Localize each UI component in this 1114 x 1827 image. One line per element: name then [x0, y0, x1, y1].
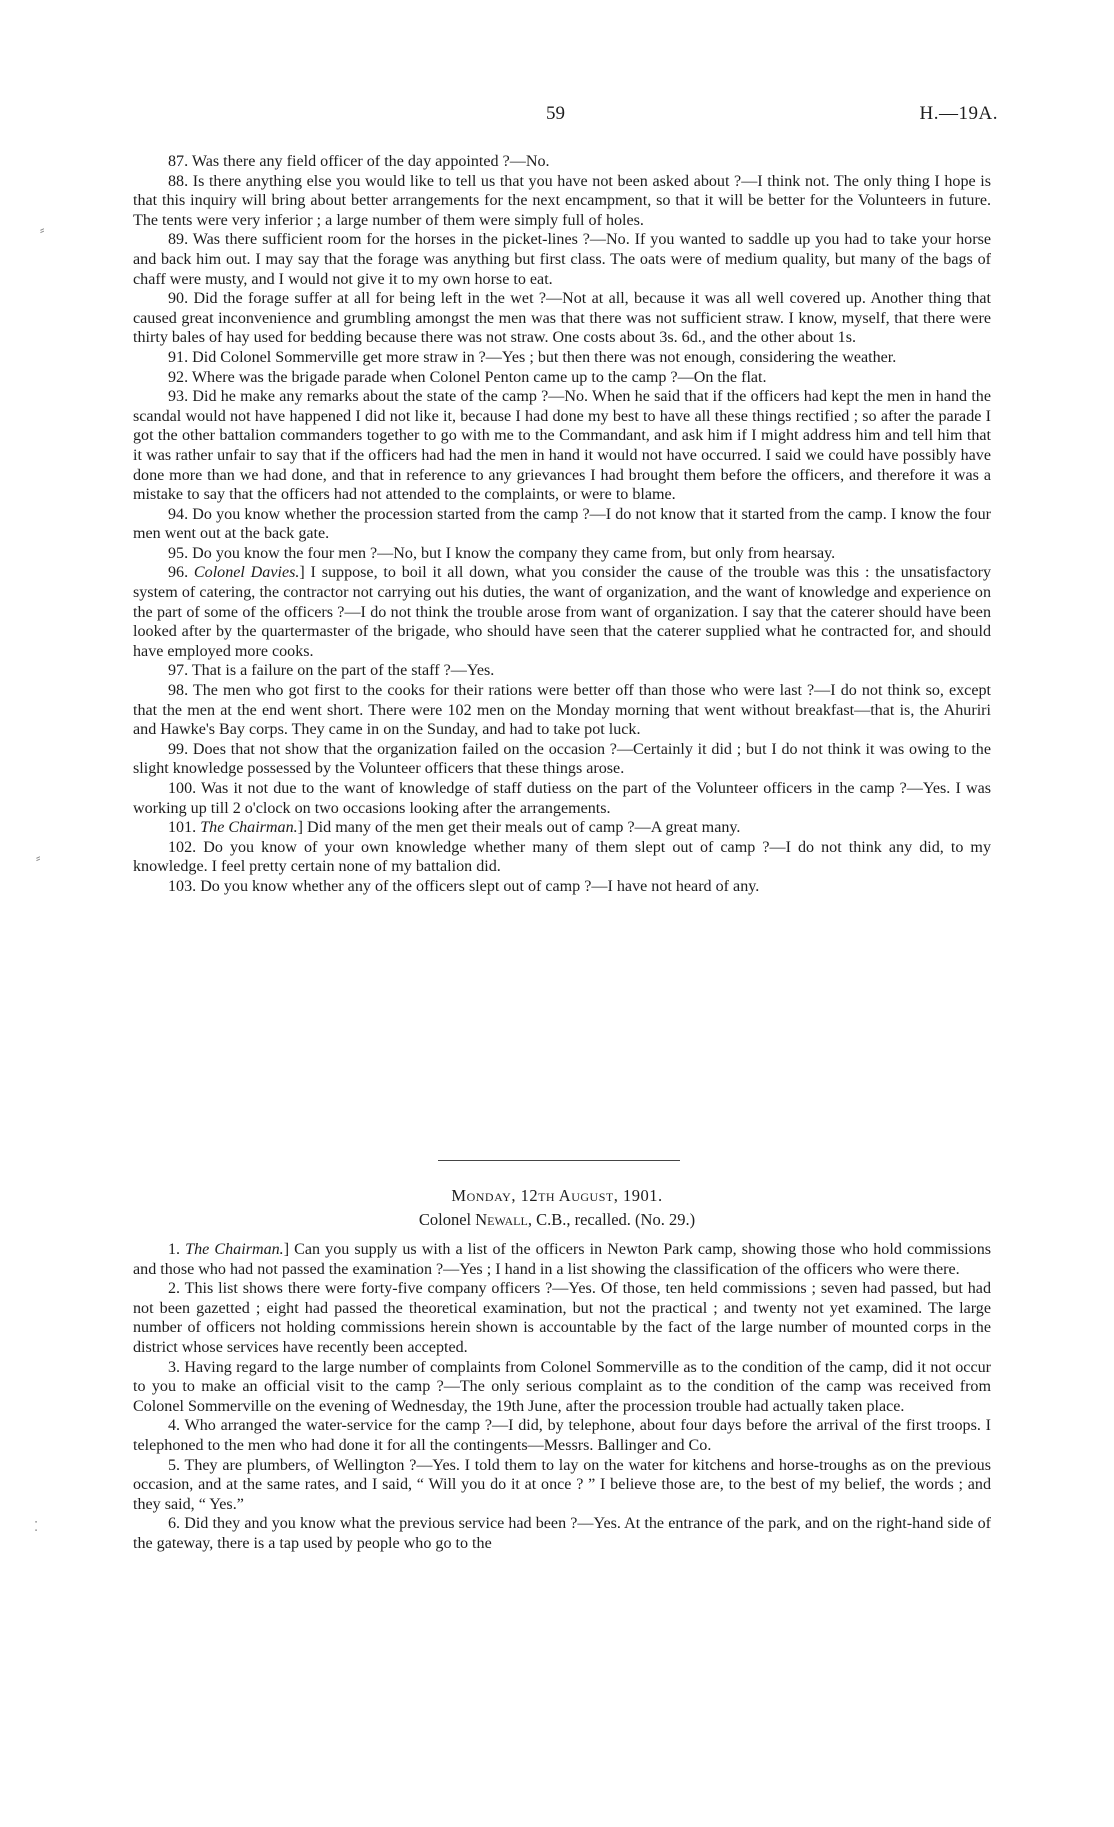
question-1 — [133, 1240, 991, 1279]
speaker-name: The Chairman. — [185, 1241, 284, 1258]
question-98: 98. The men who got first to the cooks for their rations were better off than those who were last ?—I do not think so, except that the men at the end went short. There were 102 men on the Monday morning that went without breakfast—that is, the Ahuriri and Hawke's Bay corps. They came in on the Sunday, and had to take pot luck. — [133, 682, 991, 739]
question-4: 4. Who arranged the water-service for the camp ?—I did, by telephone, about four days before the arrival of the first troops. I telephoned to the men who had done it for all the contingents—Messrs. Ballinger and Co. — [133, 1417, 991, 1454]
question-95: 95. Do you know the four men ?—No, but I know the company they came from, but only from hearsay. — [168, 544, 836, 562]
witness-heading: Colonel Newall, C.B., recalled. (No. 29.) — [418, 1210, 696, 1229]
witness-name: Newall — [475, 1210, 528, 1229]
question-2: 2. This list shows there were forty-five company officers ?—Yes. Of those, ten held commissions ; seven had passed, but had not been gazetted ; eight had passed the theoretical examination, but not the practical ; and twenty not yet examined. The large number of officers not holding commissions herein shown is accountable by the fact of the large number of mounted corps in the district whose services have recently been accepted. — [133, 1280, 991, 1356]
question-text: ] Did many of the men get their meals out of camp ?—A great many. — [297, 819, 741, 837]
question-99: 99. Does that not show that the organization failed on the occasion ?—Certainly it did ; but I do not think it was owing to the slight knowledge possessed by the Volunteer officers that these things arose. — [133, 740, 991, 778]
question-102: 102. Do you know of your own knowledge whether many of them slept out of camp ?—I do not think any did, to my knowledge. I feel pretty certain none of my battalion did. — [133, 838, 991, 876]
margin-mark: ⸗ — [36, 851, 41, 866]
page-header — [0, 103, 1114, 129]
question-94: 94. Do you know whether the procession started from the camp ?—I do not know that it started from the camp. I know the four men went out at the back gate. — [133, 505, 991, 543]
question-96 — [133, 563, 991, 661]
question-90: 90. Did the forage suffer at all for being left in the wet ?—Not at all, because it was all well covered up. Another thing that caused great inconvenience and grumbling amongst the men was that there was not sufficient straw. I know, myself, that there were thirty bales of hay used for bedding because there was not straw. One costs about 3s. 6d., and the other about 1s. — [133, 290, 991, 347]
page-number: 59 — [546, 103, 565, 124]
margin-mark: ⸗ — [40, 223, 45, 238]
testimony-block-first — [133, 152, 991, 897]
question-number: 1. — [168, 1241, 181, 1258]
speaker-name: Colonel Davies. — [193, 564, 300, 582]
question-text: ] Can you supply us with a list of the officers in Newton Park camp, showing those who hold commissions and those who had not passed the examination ?—Yes ; I hand in a list showing the classification of the officers who were there. — [133, 1241, 992, 1278]
question-100: 100. Was it not due to the want of knowledge of staff dutiess on the part of the Volunteer officers in the camp ?—Yes. I was working up till 2 o'clock on two occasions looking after the arrangements. — [133, 780, 991, 817]
section-divider — [438, 1160, 680, 1161]
question-87: 87. Was there any field officer of the day appointed ?—No. — [168, 153, 550, 170]
question-89: 89. Was there sufficient room for the horses in the picket-lines ?—No. If you wanted to saddle up you had to take your horse and back him out. I may say that the forage was anything but first class. The oats were of medium quality, but many of the bags of chaff were musty, and I would not give it to my own horse to eat. — [133, 231, 991, 288]
question-92: 92. Where was the brigade parade when Colonel Penton came up to the camp ?—On the flat. — [168, 368, 767, 386]
question-101 — [133, 818, 991, 838]
question-3: 3. Having regard to the large number of complaints from Colonel Sommerville as to the condition of the camp, did it not occur to you to make an official visit to the camp ?—The only serious complaint as to the condition of the camp was received from Colonel Sommerville on the evening of Wednesday, the 19th June, after the procession trouble had actually taken place. — [133, 1358, 991, 1415]
question-6: 6. Did they and you know what the previous service had been ?—Yes. At the entrance of the park, and on the right-hand side of the gateway, there is a tap used by people who go to the — [133, 1515, 991, 1552]
question-number: 96. — [168, 564, 189, 582]
question-93: 93. Did he make any remarks about the state of the camp ?—No. When he said that if the officers had kept the men in hand the scandal would not have happened I did not like it, because I had done my best to have all these things rectified ; so after the parade I got the other battalion commanders together to go with me to the Commandant, and ask him if I might address him and tell him that it was rather unfair to say that if the officers had had the men in hand it would not have occurred. I said we could have possibly have done more than we had done, and that in reference to any grievances I had brought them before the officers, and therefore it was a mistake to say that the officers had not attended to the complaints, or were to blame. — [133, 388, 991, 504]
margin-mark: ⁚ — [34, 1520, 39, 1535]
question-103: 103. Do you know whether any of the officers slept out of camp ?—I have not heard of any. — [168, 877, 760, 895]
question-5: 5. They are plumbers, of Wellington ?—Yes. I told them to lay on the water for kitchens and horse-troughs as on the previous occasion, and at the same rates, and I said, “ Will you do it at once ? ” I believe those are, to the best of my belief, the words ; and they said, “ Yes.” — [133, 1456, 991, 1513]
question-88: 88. Is there anything else you would like to tell us that you have not been asked about ?—I think not. The only thing I hope is that this inquiry will bring about better arrangements for the next encampment, so that it will be better for the Volunteers in future. The tents were very inferior ; a large number of them were simply full of holes. — [133, 172, 991, 229]
date-heading: Monday, 12th August, 1901. — [451, 1186, 663, 1205]
question-97: 97. That is a failure on the part of the staff ?—Yes. — [168, 662, 495, 680]
testimony-block-second — [133, 1240, 991, 1554]
question-number: 101. — [168, 819, 197, 837]
speaker-name: The Chairman. — [200, 819, 298, 837]
page-reference: H.—19A. — [919, 103, 998, 124]
question-text: ] I suppose, to boil it all down, what you consider the cause of the trouble was this : the unsatisfactory system of catering, the contractor not carrying out his duties, the want of organization, and the want of knowledge and experience on the part of some of the officers ?—I do not think the trouble arose from want of organization. I say that the caterer should have been looked after by the quartermaster of the brigade, who should have seen that the caterer supplied what he contracted for, and should have employed more cooks. — [133, 564, 991, 660]
question-91: 91. Did Colonel Sommerville get more straw in ?—Yes ; but then there was not enough, considering the weather. — [168, 348, 897, 366]
